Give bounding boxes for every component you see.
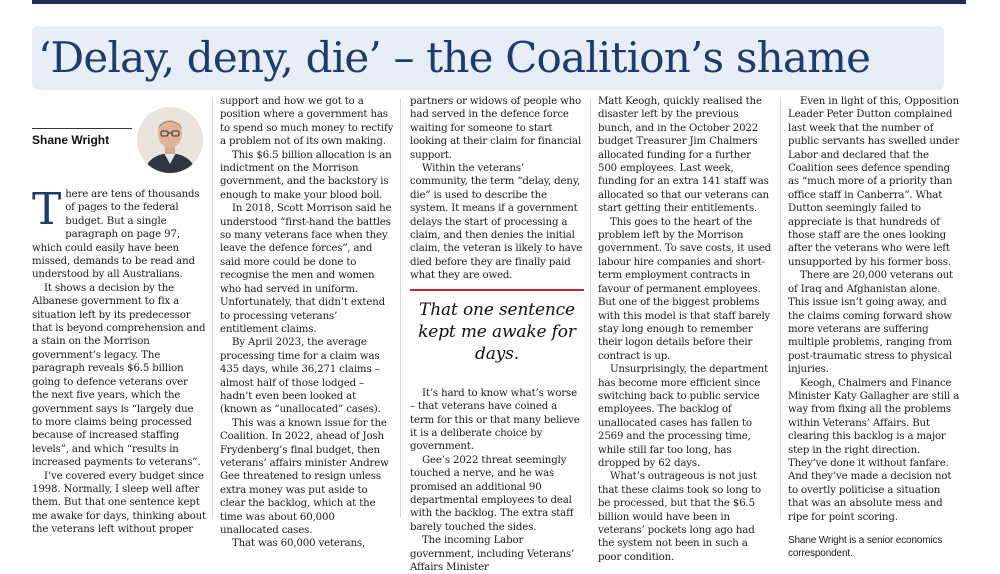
paragraph: In 2018, Scott Morrison said he understood “first-hand the battles so many veterans face when they leave the defence forces”, and said more could be done to recognise the men and women who had served in uniform. Unfortunately, that didn’t extend to processing veterans’ entitlement claims.	[220, 203, 392, 335]
paragraph: Gee’s 2022 threat seemingly touched a nerve, and he was promised an additional 90 departmental employees to deal with the backlog. The extra staff barely touched the sides.	[410, 454, 574, 533]
column-rule	[400, 98, 401, 518]
column-4	[598, 95, 772, 564]
column-rule	[780, 98, 781, 518]
paragraph: By April 2023, the average processing time for a claim was 435 days, while 36,271 claims – almost half of those lodged – hadn’t even been looked at (known as “unallocated” cases).	[220, 337, 381, 416]
paragraph: Even in light of this, Opposition Leader Peter Dutton complained last week that the number of public servants has swelled under Labor and declared that the Coalition sees defence spending as “much more of a priority than office staff in Canberra”. What Dutton seemingly failed to appreciate is that hundreds of those staff are the ones looking after the veterans who were left unsupported by his former boss.	[788, 96, 960, 268]
paragraph: Within the veterans’ community, the term “delay, deny, die” is used to describe the system. It means if a government delays the start of processing a claim, and then denies the initial claim, the veteran is likely to have died before they are finally paid what they are owed.	[410, 163, 583, 282]
column-1	[32, 184, 206, 537]
headline: ‘Delay, deny, die’ – the Coalition’s shame	[38, 33, 871, 82]
byline: Shane Wright	[32, 133, 110, 147]
paragraph: This $6.5 billion allocation is an indictment on the Morrison government, and the backstory is enough to make your blood boil.	[220, 149, 392, 201]
paragraph: This goes to the heart of the problem left by the Morrison government. To save costs, it used labour hire companies and short-term employment contracts in favour of permanent employees. But one of the biggest problems with this model is that staff barely stay long enough to remember their logon details before their contract is up.	[598, 216, 772, 362]
author-note: Shane Wright is a senior economics correspondent.	[788, 535, 943, 559]
column-2	[220, 95, 394, 551]
paragraph: It’s hard to know what’s worse – that veterans have coined a term for this or that many believe it is a deliberate choice by government.	[410, 387, 580, 453]
paragraph: The incoming Labor government, including Veterans’ Affairs Minister	[410, 535, 575, 573]
dropcap: T	[32, 184, 62, 235]
paragraph: There are tens of thousands of pages to the federal budget. But a single paragraph on page 97, which could easily have been missed, demands to be read and understood by all Australians.	[32, 184, 200, 281]
paragraph: Keogh, Chalmers and Finance Minister Katy Gallagher are still a way from fixing all the problems within Veterans’ Affairs. But clearing this backlog is a major step in the right direction. They’ve done it without fanfare. And they’ve made a decision not to overtly politicise a situation that was an absolute mess and ripe for point scoring.	[788, 377, 960, 523]
byline-rule	[32, 128, 132, 129]
column-rule	[212, 98, 213, 518]
paragraph: Unsurprisingly, the department has become more efficient since switching back to public service employees. The backlog of unallocated cases has fallen to 2569 and the processing time, while still far too long, has dropped by 62 days.	[598, 364, 769, 469]
author-portrait	[136, 106, 204, 174]
headline-highlight	[32, 26, 944, 90]
top-rule	[32, 0, 966, 4]
column-3	[410, 95, 584, 574]
paragraph: support and how we got to a position where a government has to spend so much money to rectify a problem not of its own making.	[220, 96, 394, 148]
paragraph: partners or widows of people who had served in the defence force waiting for someone to start looking at their claim for financial support.	[410, 96, 582, 161]
paragraph: This was a known issue for the Coalition. In 2022, ahead of Josh Frydenberg’s final budget, then veterans’ affairs minister Andrew Gee threatened to resign unless extra money was put aside to clear the backlog, which at the time was about 60,000 unallocated cases.	[220, 417, 389, 536]
column-rule	[590, 98, 591, 518]
paragraph: I’ve covered every budget since 1998. Normally, I sleep well after them. But that one sentence kept me awake for days, thinking about the veterans left without proper	[32, 470, 206, 536]
paragraph: That was 60,000 veterans,	[232, 538, 366, 550]
paragraph: What’s outrageous is not just that these claims took so long to be processed, but that the $6.5 billion would have been in veterans’ pockets long ago had the system not been in such a poor condition.	[598, 471, 762, 563]
paragraph: It shows a decision by the Albanese government to fix a situation left by its predecessor that is beyond comprehension and a stain on the Morrison government’s legacy. The paragraph reveals $6.5 billion going to defence veterans over the next five years, which the government says is “largely due to more claims being processed because of increased staffing levels”, and which “results in increased payments to veterans”.	[32, 282, 206, 469]
paragraph: There are 20,000 veterans out of Iraq and Afghanistan alone. This issue isn’t going away, and the claims coming forward show more veterans are suffering multiple problems, ranging from post-traumatic stress to physical injuries.	[788, 270, 953, 376]
pull-quote	[410, 289, 584, 365]
column-5	[788, 95, 962, 560]
pull-quote-text: That one sentence kept me awake for days.	[418, 299, 576, 364]
paragraph: Matt Keogh, quickly realised the disaster left by the previous bunch, and in the October 2022 budget Treasurer Jim Chalmers allocated funding for a further 500 employees. Last week, funding for an extra 141 staff was allocated so that our veterans can start getting their entitlements.	[598, 96, 769, 215]
